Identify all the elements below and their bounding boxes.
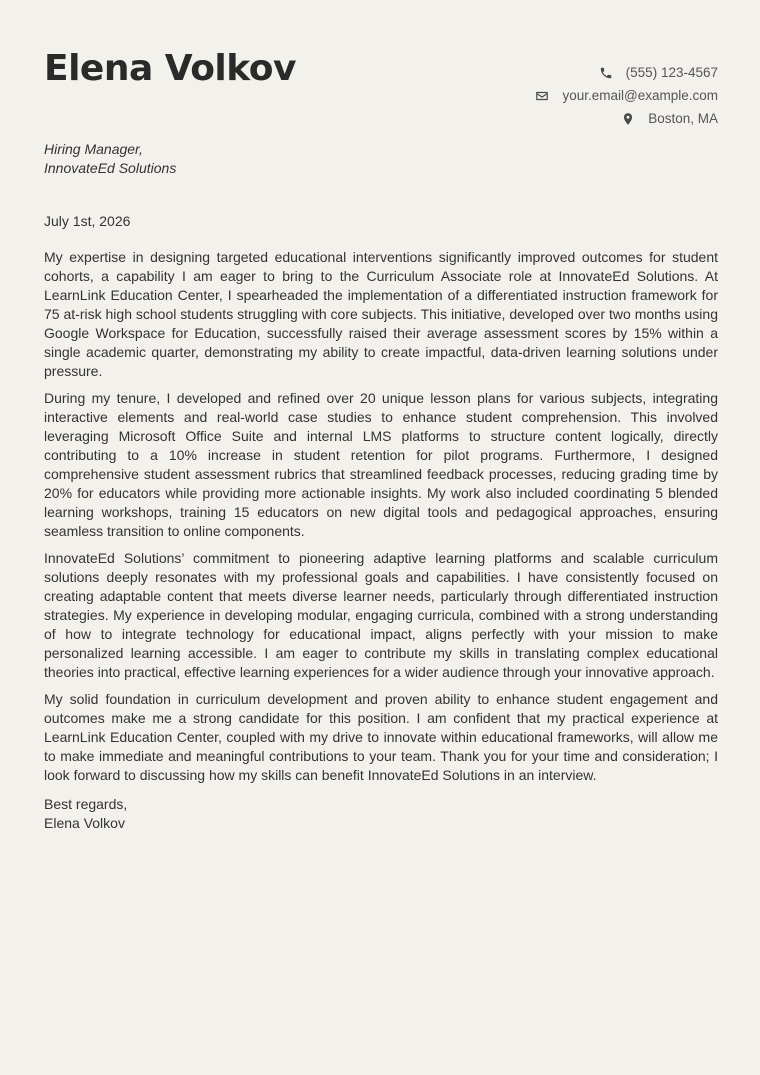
recipient-company: InnovateEd Solutions xyxy=(44,160,177,176)
closing-signature: Elena Volkov xyxy=(44,815,125,831)
contact-location: Boston, MA xyxy=(648,111,718,126)
body-paragraph-2: During my tenure, I developed and refined over 20 unique lesson plans for various subjects, integrating interactive elements and real-world case studies to enhance student comprehension. This involved leveraging Microsoft Office Suite and internal LMS platforms to structure content logically, directly contributing to a 10% increase in student retention for pilot programs. Furthermore, I designed comprehensive student assessment rubrics that streamlined feedback processes, reducing grading time by 20% for educators while providing more actionable insights. My work also included coordinating 5 blended learning workshops, training 15 educators on new digital tools and pedagogical approaches, ensuring seamless transition to online components. xyxy=(44,390,718,539)
letter-body xyxy=(44,248,718,785)
phone-icon xyxy=(599,66,613,80)
recipient-title: Hiring Manager, xyxy=(44,141,143,157)
recipient-block xyxy=(44,140,718,178)
letter-closing xyxy=(44,795,718,833)
closing-salutation: Best regards, xyxy=(44,796,128,812)
applicant-name: Elena Volkov xyxy=(44,48,296,89)
body-paragraph-4: My solid foundation in curriculum development and proven ability to enhance student engagement and outcomes make me a strong candidate for this position. I am confident that my practical experience at LearnLink Education Center, coupled with my drive to innovate within educational frameworks, will allow me to make immediate and meaningful contributions to your team. Thank you for your time and consideration; I look forward to discussing how my skills can benefit InnovateEd Solutions in an interview. xyxy=(44,691,718,783)
contact-phone: (555) 123-4567 xyxy=(625,65,718,80)
map-pin-icon xyxy=(621,112,635,126)
envelope-icon xyxy=(535,89,549,103)
body-paragraph-3: InnovateEd Solutions’ commitment to pioneering adaptive learning platforms and scalable curriculum solutions deeply resonates with my professional goals and capabilities. I have consistently focused on creating adaptable content that meets diverse learner needs, particularly through differentiated instruction strategies. My experience in developing modular, engaging curricula, combined with a strong understanding of how to integrate technology for educational impact, aligns perfectly with your mission to make personalized learning accessible. I am eager to contribute my skills in translating complex educational theories into practical, effective learning experiences for a wider audience through your innovative approach. xyxy=(44,550,718,680)
body-paragraph-1: My expertise in designing targeted educational interventions significantly improved outcomes for student cohorts, a capability I am eager to bring to the Curriculum Associate role at InnovateEd Solutions. At LearnLink Education Center, I spearheaded the implementation of a differentiated instruction framework for 75 at-risk high school students struggling with core subjects. This initiative, developed over two months using Google Workspace for Education, successfully raised their average assessment scores by 15% within a single academic quarter, demonstrating my ability to create impactful, data-driven learning solutions under pressure. xyxy=(44,249,718,379)
contact-email: your.email@example.com xyxy=(562,88,718,103)
letter-date: July 1st, 2026 xyxy=(44,213,131,229)
contact-email-row xyxy=(535,84,718,107)
contact-phone-row xyxy=(535,61,718,84)
contact-info xyxy=(535,61,718,130)
contact-location-row xyxy=(535,107,718,130)
letter-header xyxy=(44,0,718,140)
